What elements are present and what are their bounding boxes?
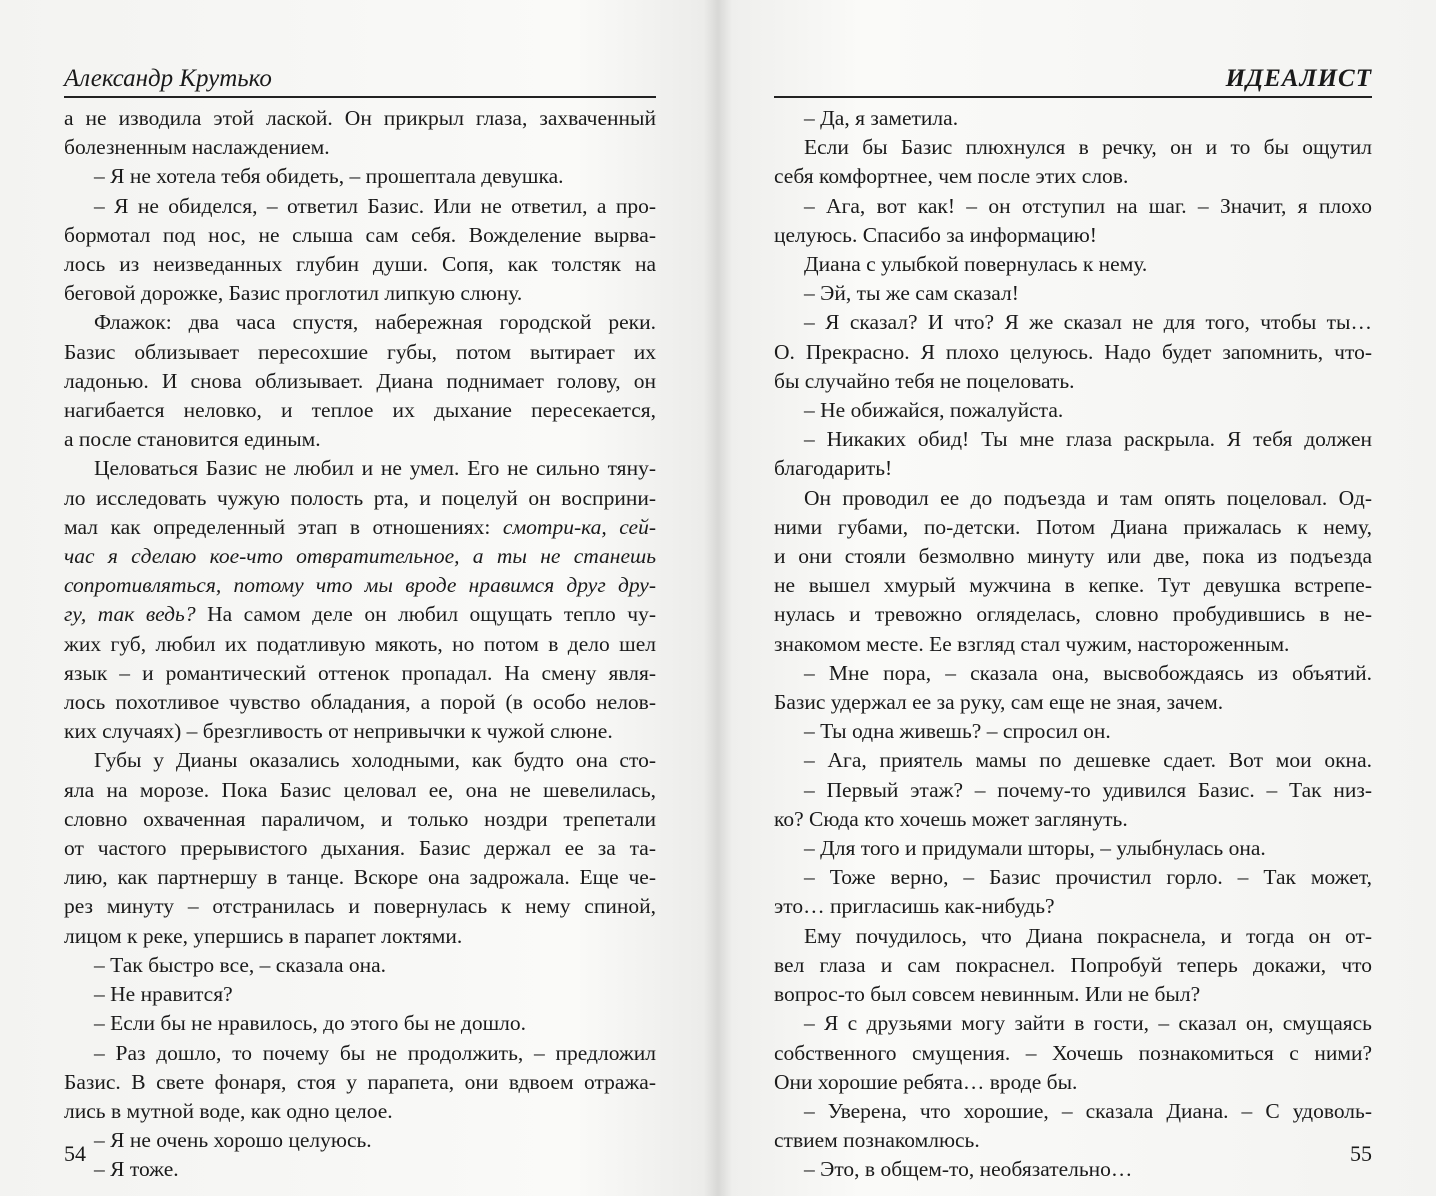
italic-text: гу, так ведь? [64,602,196,627]
text-line [774,659,1372,688]
text-line [64,250,656,279]
line-text: На самом деле он любил ощущать тепло чу- [195,602,656,627]
line-text: – Никаких обид! Ты мне глаза раскрыла. Я тебя должен [804,427,1372,452]
line-text: лицом к реке, упершись в парапет локтями. [64,923,463,948]
line-text: – Для того и придумали шторы, – улыбнулась она. [804,836,1266,861]
line-text: – Эй, ты же сам сказал! [804,281,1019,306]
line-text: – Я сказал? И что? Я же сказал не для того, чтобы ты… [804,310,1372,335]
text-line [64,1009,656,1038]
text-line [64,513,656,542]
line-text: беговой дорожке, Базис проглотил липкую слюну. [64,281,523,306]
line-text: – Тоже верно, – Базис прочистил горло. – Так может, [804,865,1372,890]
text-line [64,367,656,396]
italic-text: час я сделаю кое-что отвратительное, а ты не станешь [64,544,656,569]
text-line [64,396,656,425]
text-line [774,863,1372,892]
line-text: собственного смущения. – Хочешь познакомиться с ними? [774,1040,1372,1065]
line-text: – Я тоже. [94,1157,179,1182]
line-text: – Мне пора, – сказала она, высвобождаясь из объятий. [804,660,1372,685]
text-line [64,104,656,133]
text-line [64,600,656,629]
text-line [774,951,1372,980]
line-text: – Ага, вот как! – он отступил на шаг. – Значит, я плохо [804,193,1372,218]
text-line [64,892,656,921]
line-text: Он проводил ее до подъезда и там опять поцеловал. Од- [804,485,1372,510]
text-line [774,1126,1372,1155]
line-text: – Я не хотела тебя обидеть, – прошептала девушка. [94,164,564,189]
text-line [774,542,1372,571]
text-line [774,104,1372,133]
text-line [64,688,656,717]
text-line [64,630,656,659]
line-text: язык – и романтический оттенок пропадал. На смену явля- [64,660,656,685]
text-line [64,221,656,250]
line-text: благодарить! [774,456,893,481]
line-text: Базис. В свете фонаря, стоя у парапета, они вдвоем отража- [64,1069,656,1094]
text-line [774,454,1372,483]
text-line [64,1097,656,1126]
text-line [774,1068,1372,1097]
line-text: целуюсь. Спасибо за информацию! [774,222,1097,247]
text-line [774,688,1372,717]
text-line [64,1155,656,1184]
line-text: а не изводила этой лаской. Он прикрыл глаза, захваченный [64,106,656,130]
text-line [774,776,1372,805]
line-text: жих губ, любил их податливую мякоть, но потом в дело шел [64,631,656,656]
text-line [64,542,656,571]
text-line [64,484,656,513]
text-line [774,367,1372,396]
text-line [64,746,656,775]
body-text [64,104,656,1185]
line-text: – Так быстро все, – сказала она. [94,952,387,977]
line-text: от частого прерывистого дыхания. Базис держал ее за та- [64,836,656,861]
line-text: ствием познакомлюсь. [774,1128,980,1153]
line-text: рез минуту – отстранилась и повернулась к нему спиной, [64,894,656,919]
line-text: мал как определенный этап в отношениях: [64,514,503,539]
text-line [64,133,656,162]
text-line [774,162,1372,191]
text-line [774,396,1372,425]
line-text: ними губами, по-детски. Потом Диана прижалась к нему, [774,514,1372,539]
line-text: ко? Сюда кто хочешь может заглянуть. [774,806,1128,831]
line-text: нагибается неловко, и теплое их дыхание пересекается, [64,398,656,423]
line-text: – Уверена, что хорошие, – сказала Диана. – С удоволь- [804,1098,1372,1123]
line-text: ло исследовать чужую полость рта, и поцелуй он восприни- [64,485,656,510]
line-text: лию, как партнершу в танце. Вскоре она задрожала. Еще че- [64,865,656,890]
text-line [774,834,1372,863]
line-text: бормотал под нос, не слыша сам себя. Вожделение вырва- [64,222,656,247]
text-line [774,630,1372,659]
page-number: 55 [1350,1141,1372,1166]
text-line [774,892,1372,921]
line-text: знакомом месте. Ее взгляд стал чужим, настороженным. [774,631,1290,656]
text-line [774,484,1372,513]
text-line [64,162,656,191]
line-text: Они хорошие ребята… вроде бы. [774,1069,1078,1094]
line-text: ладонью. И снова облизывает. Диана поднимает голову, он [64,368,656,393]
line-text: болезненным наслаждением. [64,135,330,160]
text-line [774,980,1372,1009]
line-text: – Это, в общем-то, необязательно… [804,1157,1133,1182]
header-rule [64,96,656,98]
text-line [64,717,656,746]
line-text: Губы у Дианы оказались холодными, как будто она сто- [94,748,656,773]
text-line [774,1009,1372,1038]
text-line [774,805,1372,834]
text-line [64,425,656,454]
text-line [774,192,1372,221]
line-text: и они стояли безмолвно минуту или две, пока из подъезда [774,544,1372,569]
text-line [774,133,1372,162]
line-text: – Я не обиделся, – ответил Базис. Или не ответил, а про- [94,193,656,218]
text-line [64,308,656,337]
text-line [774,1097,1372,1126]
text-line [774,221,1372,250]
body-text [774,104,1372,1185]
line-text: Базис удержал ее за руку, сам еще не зная, зачем. [774,690,1224,715]
line-text: – Первый этаж? – почему-то удивился Базис. – Так низ- [804,777,1372,802]
text-line [64,454,656,483]
text-line [774,279,1372,308]
line-text: себя комфортнее, чем после этих слов. [774,164,1129,189]
text-line [64,571,656,600]
text-line [64,951,656,980]
line-text: – Ты одна живешь? – спросил он. [804,719,1111,744]
line-text: лось похотливое чувство обладания, а порой (в особо нелов- [64,690,656,715]
text-line [64,279,656,308]
line-text: – Не обижайся, пожалуйста. [804,398,1064,423]
running-head-title: ИДЕАЛИСТ [1225,65,1372,92]
text-line [64,1039,656,1068]
text-line [774,513,1372,542]
line-text: Диана с улыбкой повернулась к нему. [804,252,1148,277]
text-line [64,980,656,1009]
line-text: не вышел хмурый мужчина в кепке. Тут девушка встрепе- [774,573,1372,598]
text-line [64,1068,656,1097]
page-number: 54 [64,1141,86,1166]
line-text: бы случайно тебя не поцеловать. [774,368,1075,393]
text-line [774,425,1372,454]
right-page [718,0,1436,1196]
text-line [64,1126,656,1155]
text-line [64,805,656,834]
text-line [774,922,1372,951]
line-text: лись в мутной воде, как одно целое. [64,1098,393,1123]
line-text: лось из неизведанных глубин души. Сопя, как толстяк на [64,252,656,277]
line-text: – Ага, приятель мамы по дешевке сдает. Вот мои окна. [804,748,1372,773]
line-text: – Да, я заметила. [804,106,959,130]
line-text: О. Прекрасно. Я плохо целуюсь. Надо будет запомнить, что- [774,339,1372,364]
line-text: – Раз дошло, то почему бы не продолжить, – предложил [94,1040,656,1065]
line-text: ких случаях) – брезгливость от непривычки к чужой слюне. [64,719,613,744]
line-text: – Если бы не нравилось, до этого бы не дошло. [94,1011,527,1036]
text-line [64,834,656,863]
text-line [64,863,656,892]
text-line [774,717,1372,746]
line-text: Целоваться Базис не любил и не умел. Его не сильно тяну- [94,456,656,481]
text-line [774,338,1372,367]
text-line [774,250,1372,279]
line-text: вел глаза и сам покраснел. Попробуй теперь докажи, что [774,952,1372,977]
line-text: а после становится единым. [64,427,321,452]
line-text: словно охваченная параличом, и только ноздри трепетали [64,806,656,831]
text-line [774,746,1372,775]
line-text: – Не нравится? [94,982,233,1007]
running-head-author: Александр Крутько [64,65,272,92]
line-text: Ему почудилось, что Диана покраснела, и тогда он от- [804,923,1372,948]
line-text: это… пригласишь как-нибудь? [774,894,1055,919]
text-line [774,571,1372,600]
italic-text: сопротивляться, потому что мы вроде нравимся друг дру- [64,573,656,598]
text-line [64,776,656,805]
italic-text: смотри-ка, сей- [502,514,657,539]
line-text: Базис облизывает пересохшие губы, потом вытирает их [64,339,656,364]
text-line [774,600,1372,629]
text-line [774,308,1372,337]
header-rule [774,96,1372,98]
line-text: Если бы Базис плюхнулся в речку, он и то бы ощутил [804,135,1372,160]
text-line [64,338,656,367]
text-line [64,192,656,221]
line-text: Флажок: два часа спустя, набережная городской реки. [94,310,656,335]
line-text: – Я не очень хорошо целуюсь. [94,1128,372,1153]
line-text: вопрос-то был совсем невинным. Или не был? [774,982,1201,1007]
text-line [774,1155,1372,1184]
line-text: – Я с друзьями могу зайти в гости, – сказал он, смущаясь [804,1011,1372,1036]
line-text: нулась и тревожно огляделась, словно пробудившись в не- [774,602,1372,627]
text-line [64,922,656,951]
text-line [64,659,656,688]
text-line [774,1039,1372,1068]
line-text: яла на морозе. Пока Базис целовал ее, она не шевелилась, [64,777,656,802]
